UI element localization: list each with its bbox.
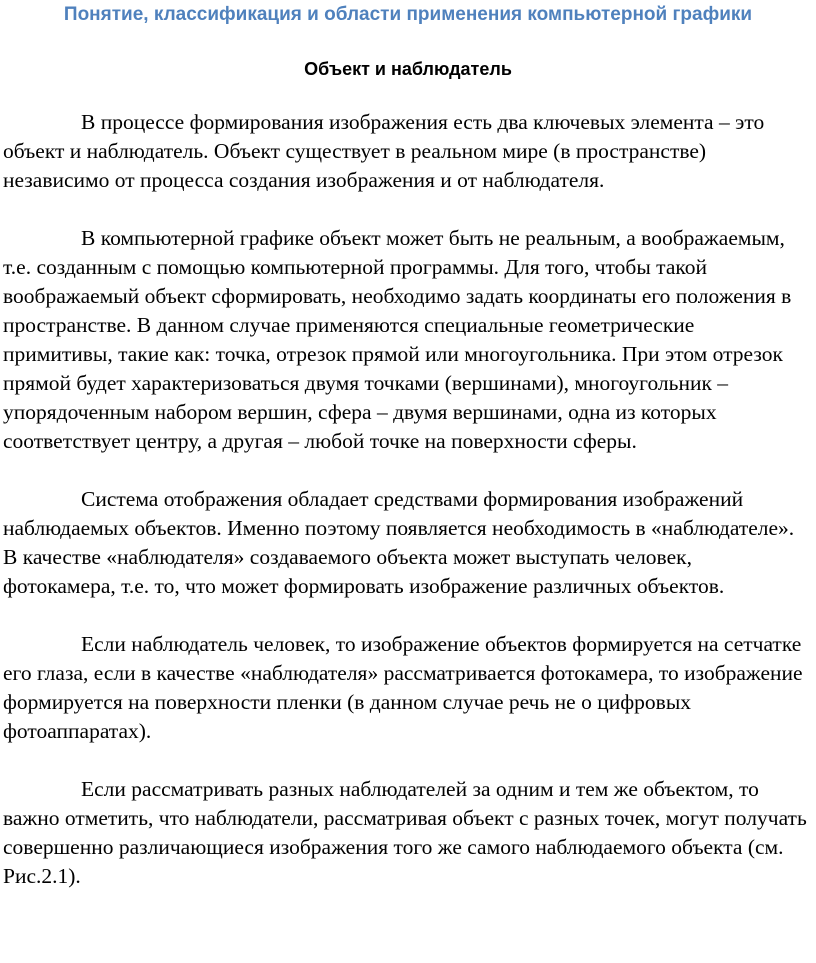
paragraph: В компьютерной графике объект может быть не реальным, а воображаемым, т.е. созданным с помощью компьютерной программы. Для того, чтобы такой воображаемый объект сформировать, необходимо задать координаты его положения в пространстве. В данном случае применяются специальные геометрические примитивы, такие как: точка, отрезок прямой или многоугольника. При этом отрезок прямой будет характеризоваться двумя точками (вершинами), многоугольник – упорядоченным набором вершин, сфера – двумя вершинами, одна из которых соответствует центру, а другая – любой точке на поверхности сферы. xyxy=(3,226,792,453)
body-text xyxy=(3,108,809,891)
paragraph: В процессе формирования изображения есть два ключевых элемента – это объект и наблюдатель. Объект существует в реальном мире (в пространстве) независимо от процесса создания изображения и от наблюдателя. xyxy=(3,110,765,192)
section-heading: Объект и наблюдатель xyxy=(304,59,512,79)
document-title: Понятие, классификация и области применения компьютерной графики xyxy=(63,4,753,25)
paragraph: Если рассматривать разных наблюдателей за одним и тем же объектом, то важно отметить, что наблюдатели, рассматривая объект с разных точек, могут получать совершенно различающиеся изображения того же самого наблюдаемого объекта (см. Рис.2.1). xyxy=(3,777,807,888)
paragraph: Если наблюдатель человек, то изображение объектов формируется на сетчатке его глаза, если в качестве «наблюдателя» рассматривается фотокамера, то изображение формируется на поверхности пленки (в данном случае речь не о цифровых фотоаппаратах). xyxy=(3,632,803,743)
paragraph: Система отображения обладает средствами формирования изображений наблюдаемых объектов. Именно поэтому появляется необходимость в «наблюдателе». В качестве «наблюдателя» создаваемого объекта может выступать человек, фотокамера, т.е. то, что может формировать изображение различных объектов. xyxy=(3,487,795,598)
